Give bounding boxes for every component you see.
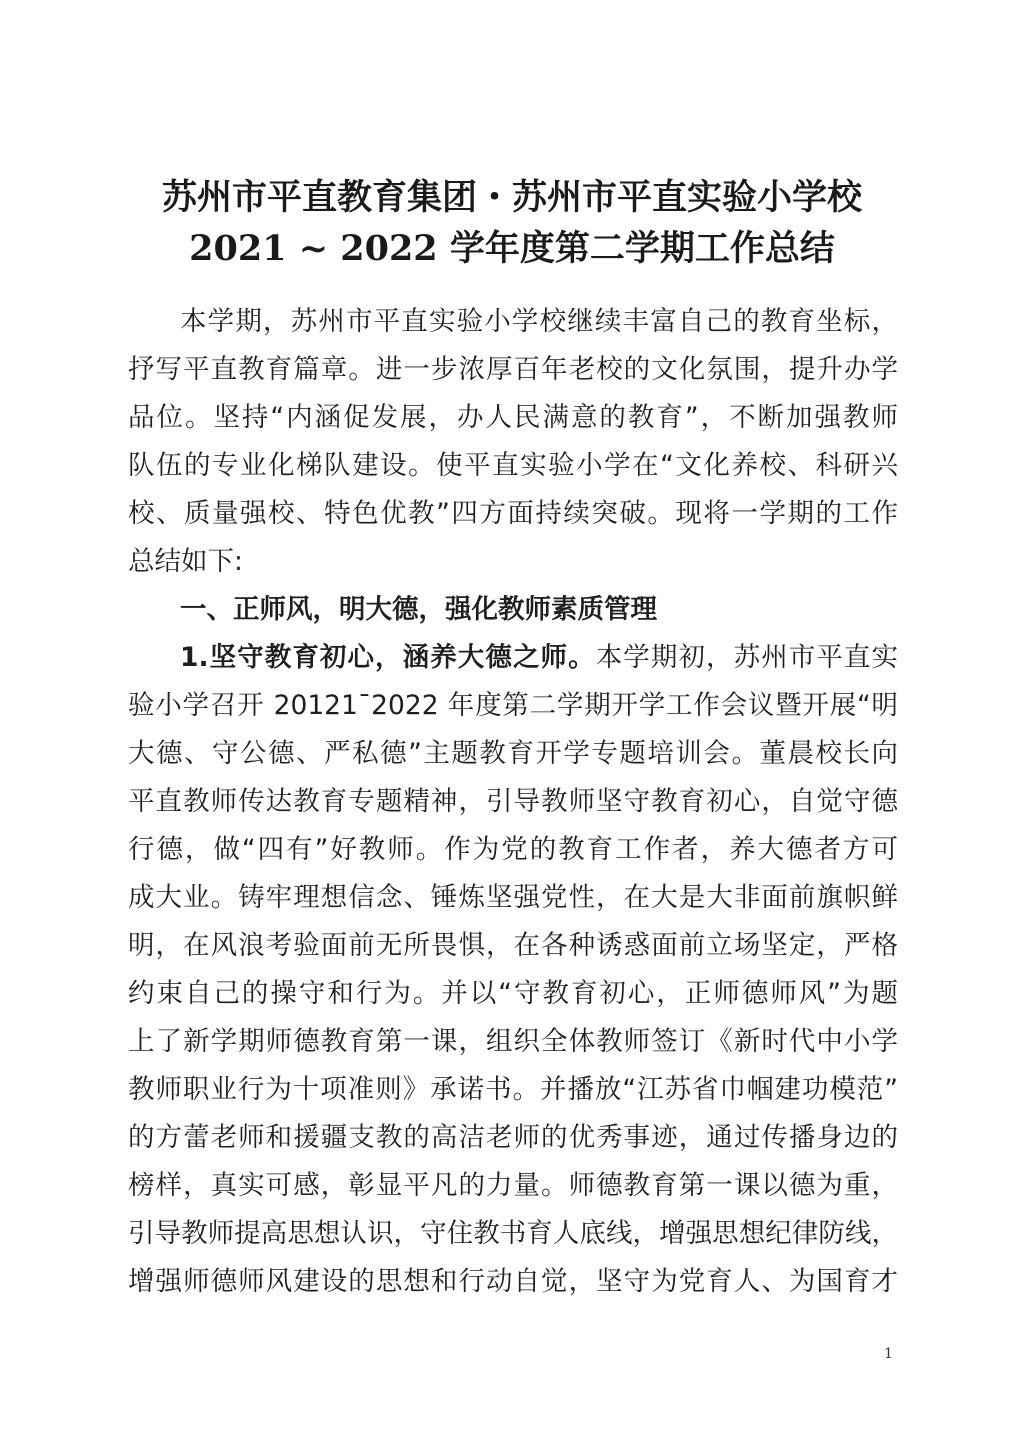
page-number: 1 bbox=[884, 1346, 893, 1362]
paragraph-line: 教师职业行为十项准则》承诺书。并播放“江苏省巾帼建功模范” bbox=[128, 1074, 898, 1105]
paragraph-line: 引导教师提高思想认识，守住教书育人底线，增强思想纪律防线， bbox=[128, 1218, 898, 1249]
document-title-line-1: 苏州市平直教育集团・苏州市平直实验小学校 bbox=[161, 177, 862, 218]
paragraph-line: 榜样，真实可感，彰显平凡的力量。师德教育第一课以德为重， bbox=[128, 1170, 898, 1201]
item-bold-lead: 1.坚守教育初心，涵养大德之师。 bbox=[180, 642, 596, 673]
paragraph-line: 平直教师传达教育专题精神，引导教师坚守教育初心，自觉守德 bbox=[128, 786, 898, 817]
paragraph-line: 的方蕾老师和援疆支教的高洁老师的优秀事迹，通过传播身边的 bbox=[128, 1122, 898, 1153]
paragraph-line: 行德，做“四有”好教师。作为党的教育工作者，养大德者方可 bbox=[128, 834, 898, 865]
paragraph-line: 成大业。铸牢理想信念、锤炼坚强党性，在大是大非面前旗帜鲜 bbox=[128, 882, 898, 913]
item-first-line bbox=[180, 638, 898, 678]
paragraph-line: 品位。坚持“内涵促发展，办人民满意的教育”，不断加强教师 bbox=[128, 402, 898, 433]
paragraph-line: 本学期，苏州市平直实验小学校继续丰富自己的教育坐标， bbox=[180, 306, 898, 337]
item-lead-rest: 本学期初，苏州市平直实 bbox=[595, 642, 898, 673]
paragraph-line: 约束自己的操守和行为。并以“守教育初心，正师德师风”为题 bbox=[128, 978, 898, 1009]
paragraph-line: 队伍的专业化梯队建设。使平直实验小学在“文化养校、科研兴 bbox=[128, 450, 898, 481]
paragraph-line: 大德、守公德、严私德”主题教育开学专题培训会。董晨校长向 bbox=[128, 738, 898, 769]
document-title-line-2: 2021 ~ 2022 学年度第二学期工作总结 bbox=[189, 228, 835, 269]
paragraph-line: 上了新学期师德教育第一课，组织全体教师签订《新时代中小学 bbox=[128, 1026, 898, 1057]
paragraph-line: 验小学召开 20121¯2022 年度第二学期开学工作会议暨开展“明 bbox=[128, 690, 898, 721]
paragraph-line: 抒写平直教育篇章。进一步浓厚百年老校的文化氛围，提升办学 bbox=[128, 354, 898, 385]
paragraph-line: 增强师德师风建设的思想和行动自觉，坚守为党育人、为国育才 bbox=[128, 1266, 898, 1297]
paragraph-line: 明，在风浪考验面前无所畏惧，在各种诱惑面前立场坚定，严格 bbox=[128, 930, 898, 961]
section-heading: 一、正师风，明大德，强化教师素质管理 bbox=[180, 594, 657, 625]
paragraph-line: 校、质量强校、特色优教”四方面持续突破。现将一学期的工作 bbox=[128, 498, 898, 529]
paragraph-line: 总结如下: bbox=[128, 546, 243, 577]
